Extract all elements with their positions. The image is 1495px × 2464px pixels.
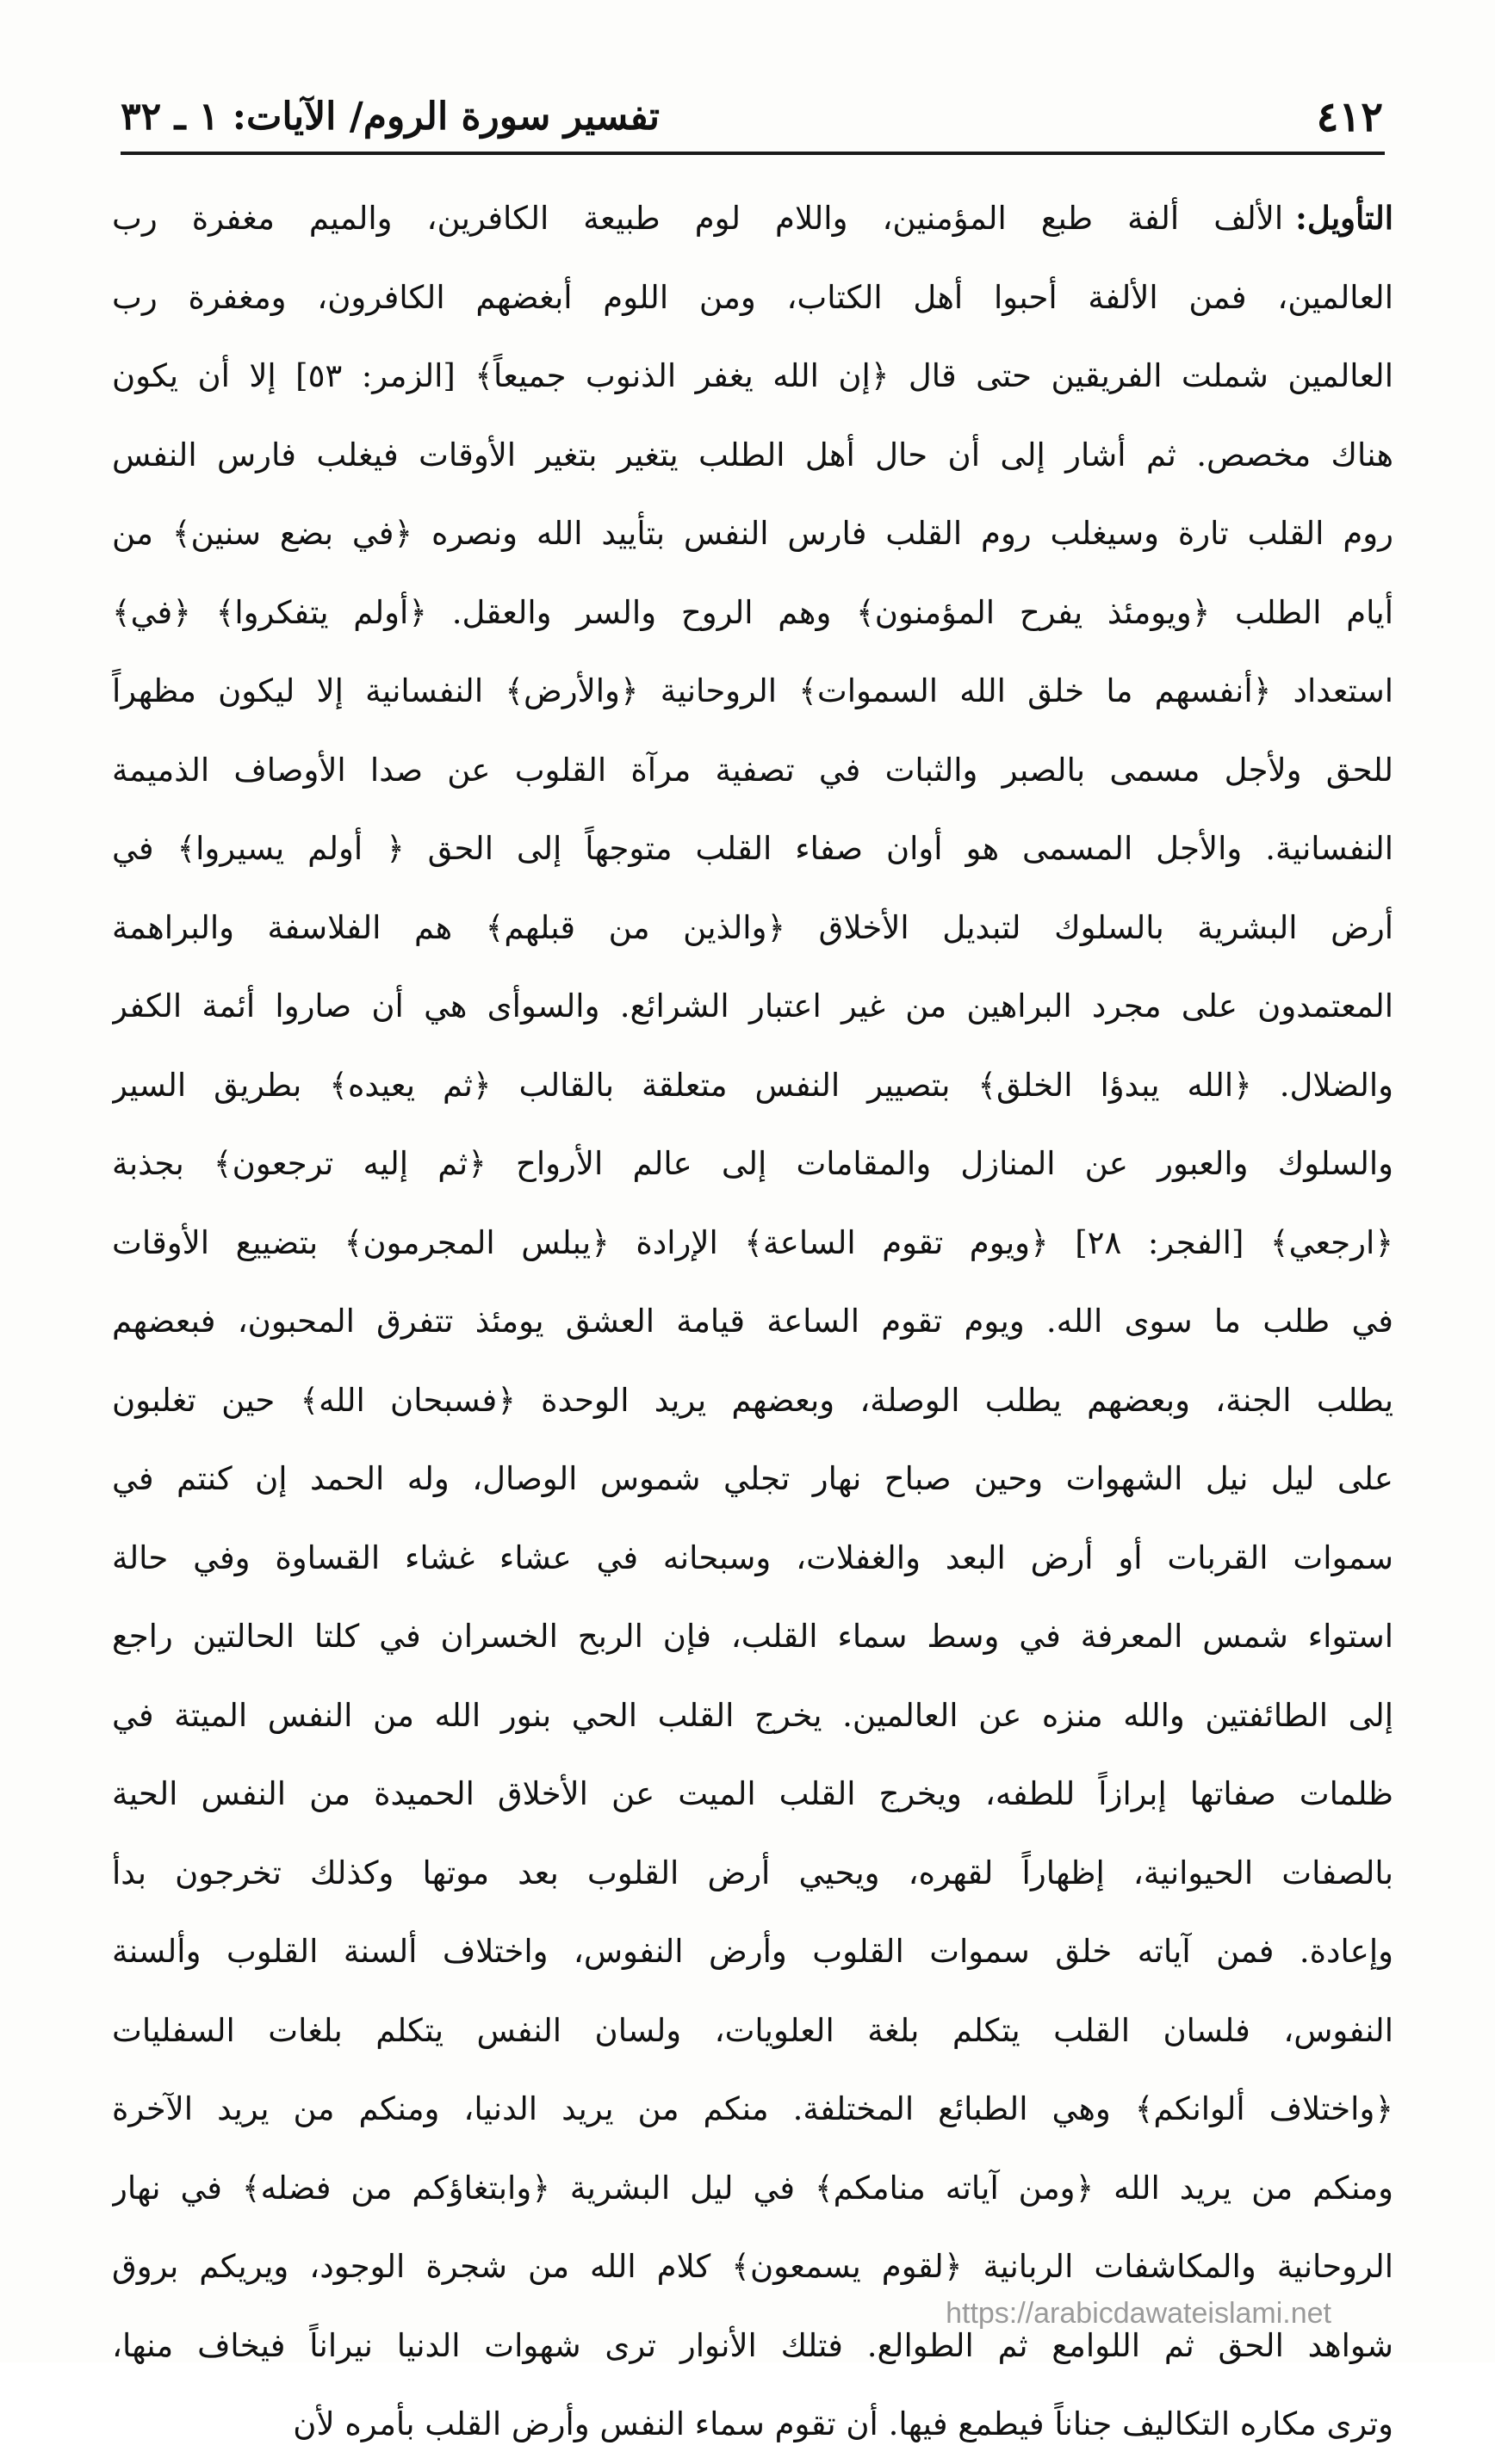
section-lead-word: التأويل: [1295, 199, 1393, 237]
text-line: للحق ولأجل مسمى بالصبر والثبات في تصفية مرآة القلوب عن صدا الأوصاف الذميمة [112, 751, 1393, 789]
text-line: المعتمدون على مجرد البراهين من غير اعتبار الشرائع. والسوأى هي أن صاروا أئمة الكفر [112, 987, 1393, 1025]
text-line: وإعادة. فمن آياته خلق سموات القلوب وأرض النفوس، واختلاف ألسنة القلوب وألسنة [112, 1933, 1393, 1970]
body-text [112, 179, 1393, 2464]
text-line: هناك مخصص. ثم أشار إلى أن حال أهل الطلب يتغير بتغير الأوقات فيغلب فارس النفس [112, 436, 1393, 474]
text-line: العالمين شملت الفريقين حتى قال ﴿إن الله يغفر الذنوب جميعاً﴾ [الزمر: ٥٣] إلا أن يكون [112, 357, 1393, 394]
text-line: ظلمات صفاتها إبرازاً للطفه، ويخرج القلب الميت عن الأخلاق الحميدة من النفس الحية [112, 1775, 1393, 1812]
text-line: الروحانية والمكاشفات الربانية ﴿لقوم يسمعون﴾ كلام الله من شجرة الوجود، ويريكم بروق [112, 2248, 1393, 2285]
page-header [121, 83, 1383, 152]
text-line: العالمين، فمن الألفة أحبوا أهل الكتاب، ومن اللوم أبغضهم الكافرون، ومغفرة رب [112, 278, 1393, 316]
text-line: سموات القربات أو أرض البعد والغفلات، وسبحانه في عشاء غشاء القساوة وفي حالة [112, 1538, 1393, 1576]
text-line: والسلوك والعبور عن المنازل والمقامات إلى عالم الأرواح ﴿ثم إليه ترجعون﴾ بجذبة [112, 1145, 1393, 1182]
text-line: ﴿واختلاف ألوانكم﴾ وهي الطبائع المختلفة. منكم من يريد الدنيا، ومنكم من يريد الآخرة [112, 2090, 1393, 2127]
text-line: على ليل نيل الشهوات وحين صباح نهار تجلي شموس الوصال، وله الحمد إن كنتم في [112, 1460, 1393, 1497]
text-line: إلى الطائفتين والله منزه عن العالمين. يخرج القلب الحي بنور الله من النفس الميتة في [112, 1696, 1393, 1734]
text-line: النفسانية. والأجل المسمى هو أوان صفاء القلب متوجهاً إلى الحق ﴿ أولم يسيروا﴾ في [112, 830, 1393, 867]
text-line: استواء شمس المعرفة في وسط سماء القلب، فإن الربح الخسران في كلتا الحالتين راجع [112, 1618, 1393, 1655]
text-line: ﴿ارجعي﴾ [الفجر: ٢٨] ﴿ويوم تقوم الساعة﴾ الإرادة ﴿يبلس المجرمون﴾ بتضييع الأوقات [112, 1223, 1393, 1261]
text-line: والضلال. ﴿الله يبدؤا الخلق﴾ بتصيير النفس متعلقة بالقالب ﴿ثم يعيده﴾ بطريق السير [112, 1066, 1393, 1104]
text-line: روم القلب تارة وسيغلب روم القلب فارس النفس بتأييد الله ونصره ﴿في بضع سنين﴾ من [112, 515, 1393, 552]
text-line: أيام الطلب ﴿ويومئذ يفرح المؤمنون﴾ وهم الروح والسر والعقل. ﴿أولم يتفكروا﴾ ﴿في﴾ [112, 593, 1393, 631]
text-line: وترى مكاره التكاليف جناناً فيطمع فيها. أن تقوم سماء النفس وأرض القلب بأمره لأن [293, 2405, 1393, 2442]
watermark-url: https://arabicdawateislami.net [946, 2297, 1331, 2330]
header-divider [121, 152, 1385, 155]
text-line: النفوس، فلسان القلب يتكلم بلغة العلويات، ولسان النفس يتكلم بلغات السفليات [112, 2011, 1393, 2049]
text-line: استعداد ﴿أنفسهم ما خلق الله السموات﴾ الروحانية ﴿والأرض﴾ النفسانية إلا ليكون مظهراً [112, 672, 1393, 709]
text-line: ومنكم من يريد الله ﴿ومن آياته منامكم﴾ في ليل البشرية ﴿وابتغاؤكم من فضله﴾ في نهار [112, 2169, 1393, 2207]
text-line: يطلب الجنة، وبعضهم يطلب الوصلة، وبعضهم يريد الوحدة ﴿فسبحان الله﴾ حين تغلبون [112, 1381, 1393, 1419]
running-title: تفسير سورة الروم/ الآيات: ١ ـ ٣٢ [121, 95, 661, 139]
text-line: أرض البشرية بالسلوك لتبديل الأخلاق ﴿والذين من قبلهم﴾ هم الفلاسفة والبراهمة [112, 908, 1393, 946]
text-line: في طلب ما سوى الله. ويوم تقوم الساعة قيامة العشق يومئذ تتفرق المحبون، فبعضهم [112, 1303, 1393, 1340]
text-line: التأويل:الألف ألفة طبع المؤمنين، واللام لوم طبيعة الكافرين، والميم مغفرة رب [112, 199, 1393, 237]
page-number: ٤١٢ [1316, 93, 1383, 141]
text-line: بالصفات الحيوانية، إظهاراً لقهره، ويحيي أرض القلوب بعد موتها وكذلك تخرجون بدأ [112, 1854, 1393, 1891]
text-line: شواهد الحق ثم اللوامع ثم الطوالع. فتلك الأنوار ترى شهوات الدنيا نيراناً فيخاف منها، [112, 2326, 1393, 2364]
